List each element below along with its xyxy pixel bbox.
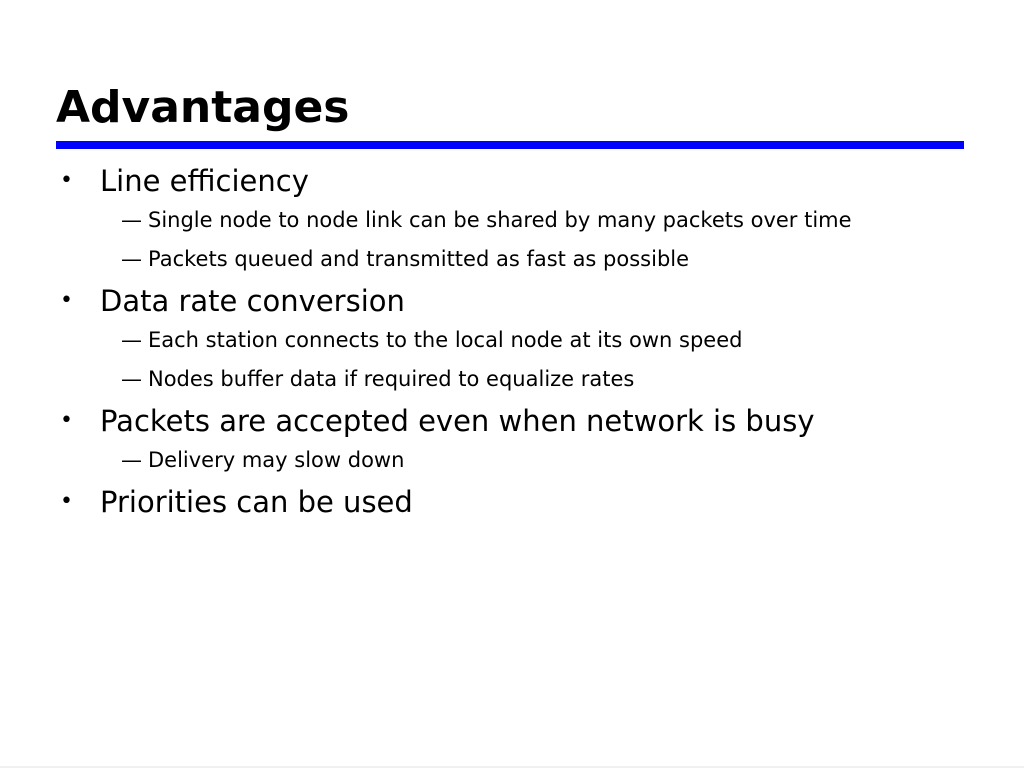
bullet-dot-icon: •	[60, 168, 73, 193]
em-dash-icon: —	[121, 448, 142, 472]
sub-list	[100, 444, 960, 477]
sub-text: Each station connects to the local node at its own speed	[148, 328, 743, 352]
bullet-item	[60, 483, 960, 521]
bullet-list	[60, 162, 960, 521]
bullet-dot-icon: •	[60, 288, 73, 313]
sub-item	[104, 444, 960, 477]
slide-title: Advantages	[56, 82, 350, 133]
sub-item	[104, 324, 960, 357]
bullet-item	[60, 162, 960, 276]
sub-text: Nodes buffer data if required to equalize rates	[148, 367, 635, 391]
bullet-dot-icon: •	[60, 408, 73, 433]
bullet-dot-icon: •	[60, 489, 73, 514]
sub-text: Single node to node link can be shared by many packets over time	[148, 208, 852, 232]
sub-item	[104, 363, 960, 396]
sub-list	[100, 204, 960, 276]
bullet-text: Priorities can be used	[100, 485, 413, 519]
sub-text: Delivery may slow down	[148, 448, 405, 472]
title-underline	[56, 141, 964, 149]
sub-item	[104, 204, 960, 237]
bullet-text: Packets are accepted even when network is busy	[100, 404, 815, 438]
em-dash-icon: —	[121, 367, 142, 391]
sub-list	[100, 324, 960, 396]
em-dash-icon: —	[121, 328, 142, 352]
sub-item	[104, 243, 960, 276]
em-dash-icon: —	[121, 208, 142, 232]
bullet-text: Data rate conversion	[100, 284, 405, 318]
bullet-item	[60, 402, 960, 477]
sub-text: Packets queued and transmitted as fast as possible	[148, 247, 690, 271]
bullet-text: Line efficiency	[100, 164, 309, 198]
em-dash-icon: —	[121, 247, 142, 271]
bullet-item	[60, 282, 960, 396]
